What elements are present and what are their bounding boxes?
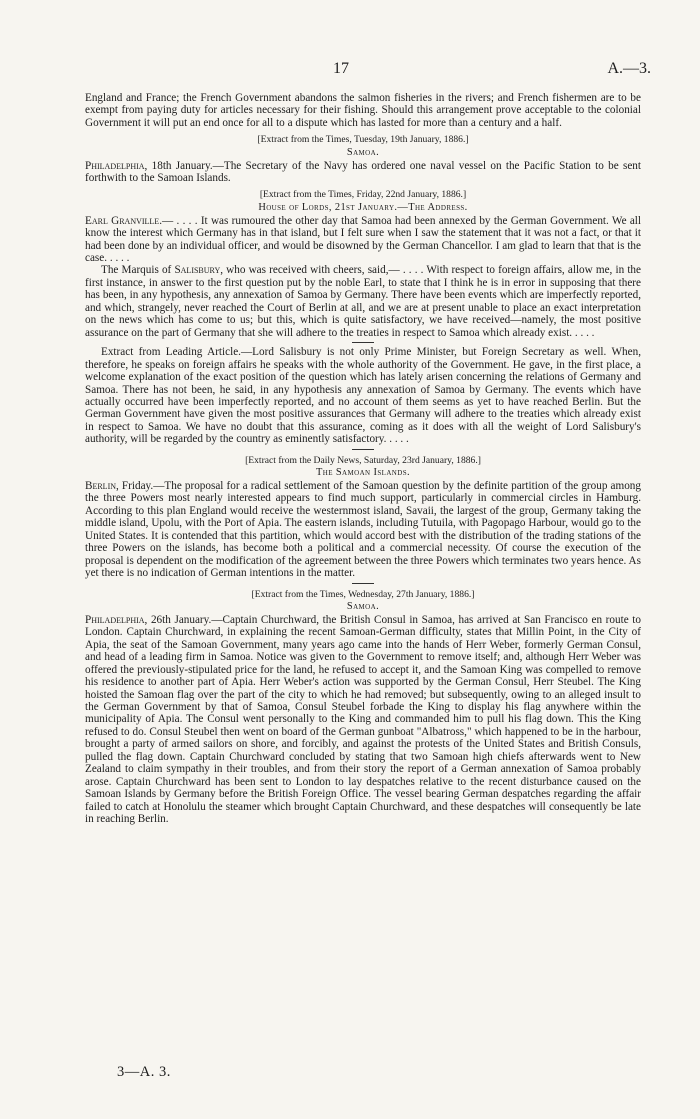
place-name: Berlin bbox=[85, 479, 117, 492]
extract-citation: [Extract from the Daily News, Saturday, 23rd January, 1886.] bbox=[245, 454, 481, 466]
divider-rule bbox=[352, 342, 374, 343]
section-heading: Samoa. bbox=[346, 146, 380, 158]
speaker-name: Earl Granville bbox=[85, 214, 160, 227]
divider-rule bbox=[352, 583, 374, 584]
paragraph bbox=[85, 614, 641, 826]
printer-signature: 3—A. 3. bbox=[117, 1064, 171, 1080]
section-heading: House of Lords, 21st January.—The Address. bbox=[258, 202, 468, 214]
paragraph-text: , Friday.—The proposal for a radical settlement of the Samoan question by the definite partition of the group among the three Powers most nearly interested appears to find much support, particularly in commercial circles in Hamburg. According to this plan England would receive the westernmost island, Savaii, the largest of the group, Germany taking the middle island, Upolu, with the Port of Apia. The eastern islands, including Tutuila, with Pagopago Harbour, would go to the United States. It is contended that this partition, which would accord best with the distribution of the trading stations of the three Powers on the islands, has become both a political and a commercial necessity. Of course the execution of the proposal is dependent on the modification of the agreement between the three Powers which terminates two years hence. As yet there is no indication of German intentions in the matter. bbox=[85, 479, 641, 580]
page-header bbox=[85, 60, 651, 82]
paragraph: Extract from Leading Article.—Lord Salisbury is not only Prime Minister, but Foreign Secretary as well. When, therefore, he speaks on foreign affairs he speaks with the whole authority of the Government. He gave, in the first place, a welcome explanation of the exact position of the question which has lately arisen concerning the relations of Germany and Samoa. There has not been, he said, in any hypothesis any annexation of Samoa by Germany. The events which have actually occurred have been imperfectly reported, and no account of them seems as yet to have reached Berlin. But the German Government have given the most positive assurances that Germany will adhere to the treaties which already exist in respect to Samoa. We have no doubt that this assurance, coming as it does with all the weight of Lord Salisbury's authority, will be regarded by the country as eminently satisfactory. . . . . bbox=[85, 346, 641, 446]
section-heading: The Samoan Islands. bbox=[316, 467, 410, 479]
paragraph bbox=[85, 160, 641, 185]
paragraph bbox=[85, 480, 641, 580]
extract-citation: [Extract from the Times, Friday, 22nd January, 1886.] bbox=[259, 189, 467, 201]
extract-citation: [Extract from the Times, Tuesday, 19th January, 1886.] bbox=[257, 134, 469, 146]
section-heading: Samoa. bbox=[346, 601, 380, 613]
page-reference: A.—3. bbox=[607, 60, 651, 77]
paragraph bbox=[85, 264, 641, 339]
divider-rule bbox=[352, 449, 374, 450]
paragraph-text: , 26th January.—Captain Churchward, the British Consul in Samoa, has arrived at San Francisco en route to London. Captain Churchward, in explaining the recent Samoan-German difficulty, states that Millin Point, in the City of Apia, the seat of the Samoan Government, many years ago came into the hands of Herr Weber, formerly German Consul, and head of a leading firm in Samoa. Notice was given to the Government to remove itself; and, although Herr Weber was offered the previously-stipulated price for the land, he refused to accept it, and the Samoan King was compelled to remove his residence to another part of Apia. Herr Weber's action was supported by the German Consul, Herr Steubel. The King hoisted the Samoan flag over the part of the city to which he had removed; but subsequently, owing to an alleged insult to the German Government by that of Samoa, Consul Steubel forbade the King to display his flag anywhere within the municipality of Apia. The Consul went personally to the King and commanded him to pull his flag down. This the King refused to do. Consul Steubel then went on board of the German gunboat "Albatross," which happened to be in the harbour, brought a party of armed sailors on shore, and forcibly, and against the protests of the United States and British Consuls, pulled the flag down. Captain Churchward concluded by stating that two Samoan high chiefs afterwards went to New Zealand to claim sympathy in their troubles, and from their story the report of a German annexation of Samoa probably arose. Captain Churchward has been sent to London to lay despatches relative to the recent disturbance caused on the Samoan Islands by Germany before the British Foreign Office. The vessel bearing German despatches regarding the affair failed to catch at Honolulu the steamer which brought Captain Churchward, and these despatches will consequently be late in reaching Berlin. bbox=[85, 613, 641, 826]
page-number: 17 bbox=[333, 60, 349, 77]
place-name: Philadelphia bbox=[85, 159, 145, 172]
paragraph-text: .— . . . . It was rumoured the other day that Samoa had been annexed by the German Government. We all know the interest which Germany has in that island, but I felt sure when I saw the statement that it was not a fact, or that it had been done by an individual officer, and would be disowned by the German Chancellor. I am glad to learn that that is the case. . . . . bbox=[85, 214, 642, 264]
extract-citation: [Extract from the Times, Wednesday, 27th January, 1886.] bbox=[251, 588, 475, 600]
place-name: Philadelphia bbox=[85, 613, 145, 626]
paragraph: England and France; the French Government abandons the salmon fisheries in the rivers; and French fishermen are to be exempt from paying duty for articles necessary for their fishing. Should this arrangement prove acceptable to the colonial Government it will put an end once for all to a dispute which has lasted for more than a century and a half. bbox=[85, 92, 641, 129]
paragraph bbox=[85, 215, 641, 265]
document-body bbox=[85, 92, 641, 826]
paragraph-text: , 18th January.—The Secretary of the Navy has ordered one naval vessel on the Pacific Station to be sent forthwith to the Samoan Islands. bbox=[85, 159, 641, 184]
paragraph-text: , who was received with cheers, said,— . . . . With respect to foreign affairs, allow me, in the first instance, in answer to the first question put by the noble Earl, to state that I think he is in error in supposing that there has been, in any hypothesis, any annexation of Samoa by Germany. There have been events which are imperfectly reported, and which, strangely, never reached the Court of Berlin at all, and we are at present unable to place an exact interpretation on the news which has come to us; but this, which is quite satisfactory, we have received—namely, the most positive assurance on the part of Germany that she will adhere to the treaties in respect to Samoa which already exist. . . . . bbox=[85, 264, 641, 339]
speaker-name: Salisbury bbox=[174, 264, 221, 277]
paragraph-text: The Marquis of bbox=[101, 264, 175, 277]
